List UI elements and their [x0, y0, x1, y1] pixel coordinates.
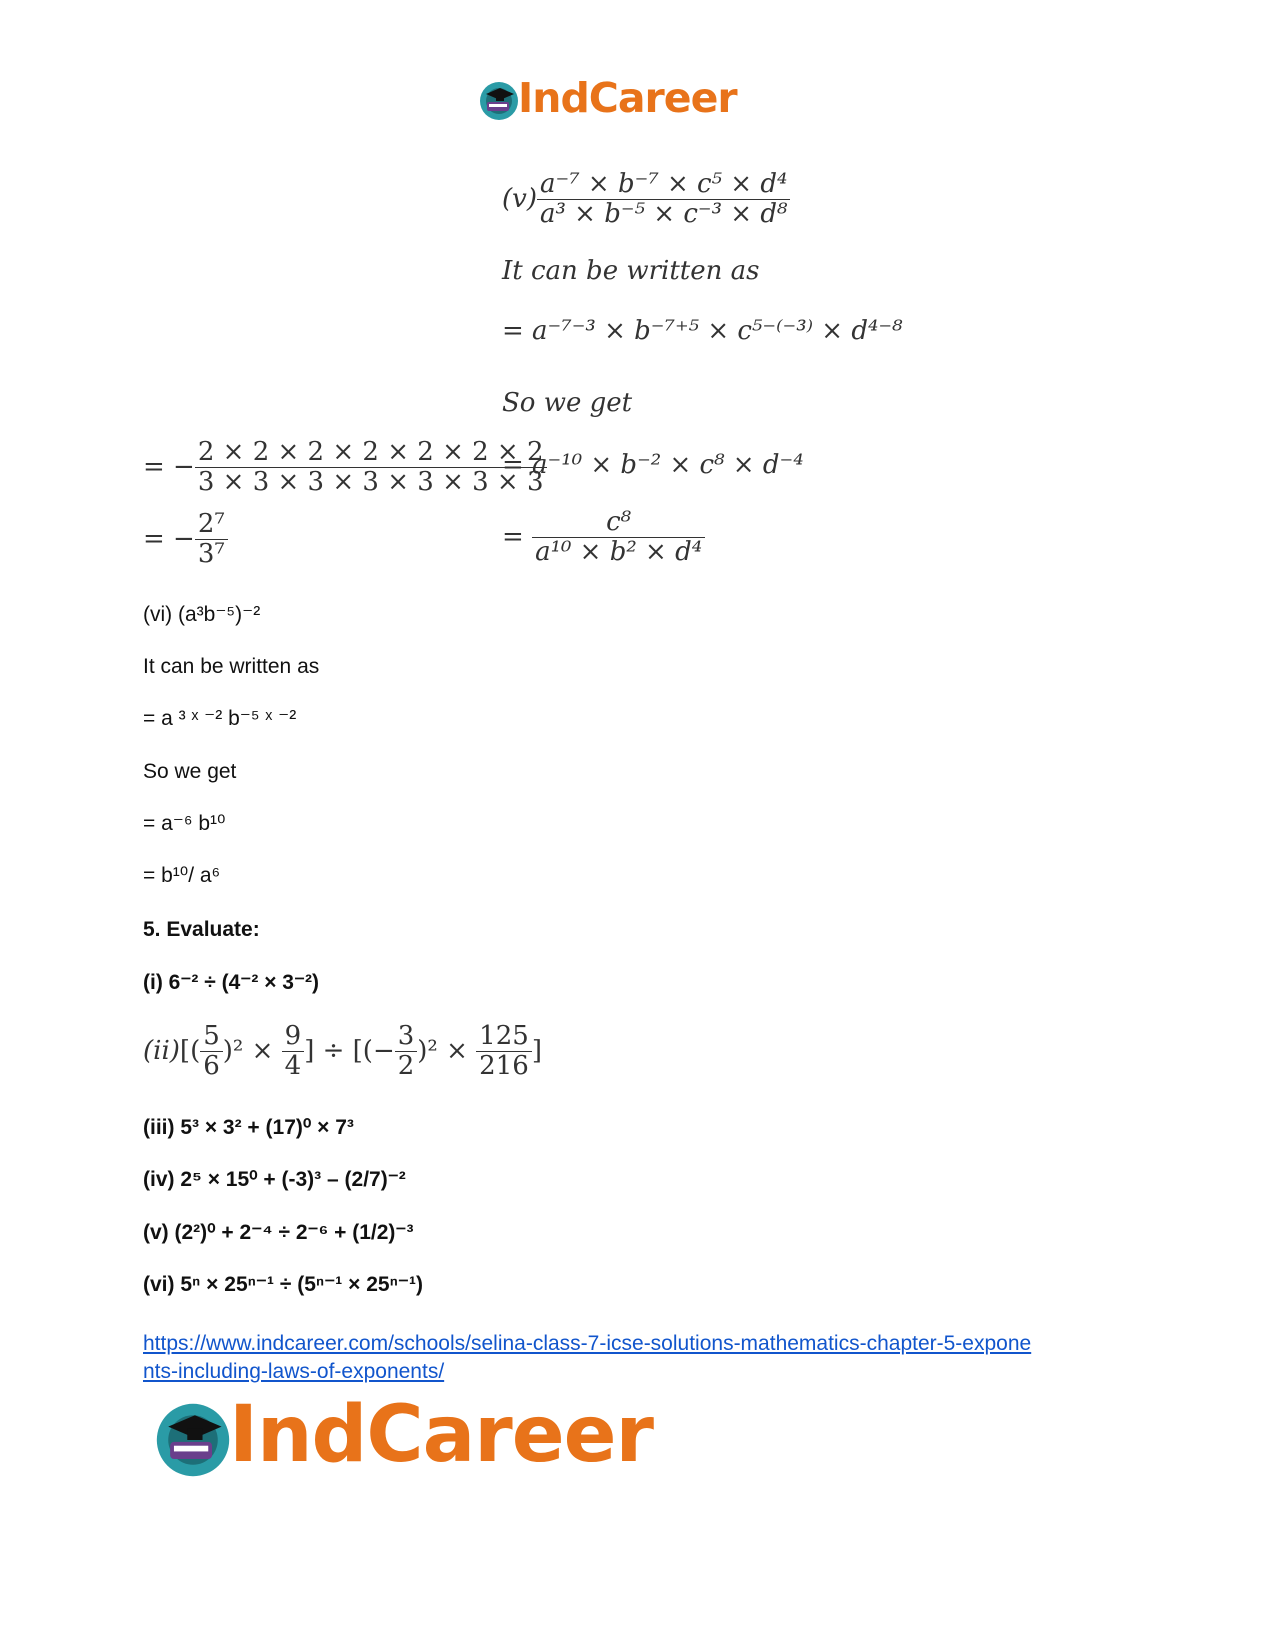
v-final	[502, 508, 705, 566]
q5-ii-frac4-num: 125	[479, 1021, 529, 1051]
vi-step3: = b¹⁰/ a⁶	[143, 864, 221, 887]
v-step2: = a⁻¹⁰ × b⁻² × c⁸ × d⁻⁴	[502, 450, 804, 480]
vi-step1: = a ³ ˣ ⁻² b⁻⁵ ˣ ⁻²	[143, 707, 297, 730]
q5-part-v: (v) (2²)⁰ + 2⁻⁴ ÷ 2⁻⁶ + (1/2)⁻³	[143, 1221, 414, 1244]
q5-ii-frac3-num: 3	[397, 1021, 415, 1051]
q5-part-i: (i) 6⁻² ÷ (4⁻² × 3⁻²)	[143, 971, 320, 994]
vi-written-as: It can be written as	[143, 655, 320, 678]
q5-ii-frac4	[476, 1022, 532, 1080]
q5-ii-frac1	[200, 1022, 223, 1080]
q5-ii-frac4-den: 216	[476, 1051, 532, 1081]
q5-ii-open: [(	[179, 1036, 201, 1067]
q5-ii-frac2-num: 9	[284, 1021, 302, 1051]
v-fraction	[537, 170, 790, 228]
q5-part-iii: (iii) 5³ × 3² + (17)⁰ × 7³	[143, 1116, 354, 1139]
v-so-we-get: So we get	[502, 388, 633, 418]
q5-ii-label: (ii)	[143, 1036, 180, 1067]
v-final-fraction	[532, 508, 705, 566]
q5-ii-frac1-num: 5	[203, 1021, 220, 1051]
q5-ii-frac3	[395, 1022, 418, 1080]
left-eq2-denominator: 3⁷	[195, 539, 228, 569]
v-denominator: a³ × b⁻⁵ × c⁻³ × d⁸	[537, 199, 790, 229]
q5-ii-close: ]	[531, 1036, 542, 1067]
left-eq2	[143, 510, 228, 568]
q5-ii-op1: )² ×	[222, 1036, 282, 1067]
left-eq1	[143, 438, 547, 496]
left-eq1-prefix: = −	[143, 452, 195, 483]
q5-ii-op3: )² ×	[417, 1036, 477, 1067]
left-eq2-numerator: 2⁷	[197, 509, 225, 539]
left-eq2-fraction	[195, 510, 228, 568]
v-step1: = a⁻⁷⁻³ × b⁻⁷⁺⁵ × c⁵⁻⁽⁻³⁾ × d⁴⁻⁸	[502, 316, 903, 346]
q5-ii-frac3-den: 2	[395, 1051, 418, 1081]
vi-step2: = a⁻⁶ b¹⁰	[143, 812, 226, 835]
q5-part-iv: (iv) 2⁵ × 15⁰ + (-3)³ – (2/7)⁻²	[143, 1168, 406, 1191]
left-eq2-prefix: = −	[143, 524, 195, 555]
v-final-denominator: a¹⁰ × b² × d⁴	[532, 537, 705, 567]
v-numerator: a⁻⁷ × b⁻⁷ × c⁵ × d⁴	[539, 169, 788, 199]
q5-part-ii	[143, 1022, 542, 1080]
header-logo	[478, 74, 748, 124]
v-final-numerator: c⁸	[606, 507, 632, 537]
header-logo-text: IndCareer	[518, 74, 737, 122]
v-written-as: It can be written as	[502, 256, 760, 286]
graduation-book-icon	[153, 1400, 233, 1480]
footer-logo	[153, 1390, 673, 1482]
source-link[interactable]	[143, 1332, 1031, 1384]
source-link-line1[interactable]: https://www.indcareer.com/schools/selina-class-7-icse-solutions-mathematics-chapter-5-expone	[143, 1332, 1032, 1355]
q5-part-vi: (vi) 5ⁿ × 25ⁿ⁻¹ ÷ (5ⁿ⁻¹ × 25ⁿ⁻¹)	[143, 1273, 423, 1296]
vi-so-we-get: So we get	[143, 760, 237, 783]
q5-heading: 5. Evaluate:	[143, 918, 260, 941]
left-eq1-denominator: 3 × 3 × 3 × 3 × 3 × 3 × 3	[195, 467, 547, 497]
graduation-book-icon	[478, 80, 520, 122]
v-label: (v)	[502, 184, 537, 215]
left-eq1-numerator: 2 × 2 × 2 × 2 × 2 × 2 × 2	[197, 437, 544, 467]
q5-ii-frac1-den: 6	[200, 1051, 223, 1081]
footer-logo-text: IndCareer	[229, 1390, 653, 1480]
source-link-line2[interactable]: nts-including-laws-of-exponents/	[143, 1360, 445, 1383]
q5-ii-frac2-den: 4	[282, 1051, 305, 1081]
v-expression	[502, 170, 790, 228]
q5-ii-frac2	[282, 1022, 305, 1080]
vi-question: (vi) (a³b⁻⁵)⁻²	[143, 603, 261, 626]
v-final-eq: =	[502, 522, 524, 553]
q5-ii-op2: ] ÷ [(−	[304, 1036, 395, 1067]
left-eq1-fraction	[195, 438, 547, 496]
